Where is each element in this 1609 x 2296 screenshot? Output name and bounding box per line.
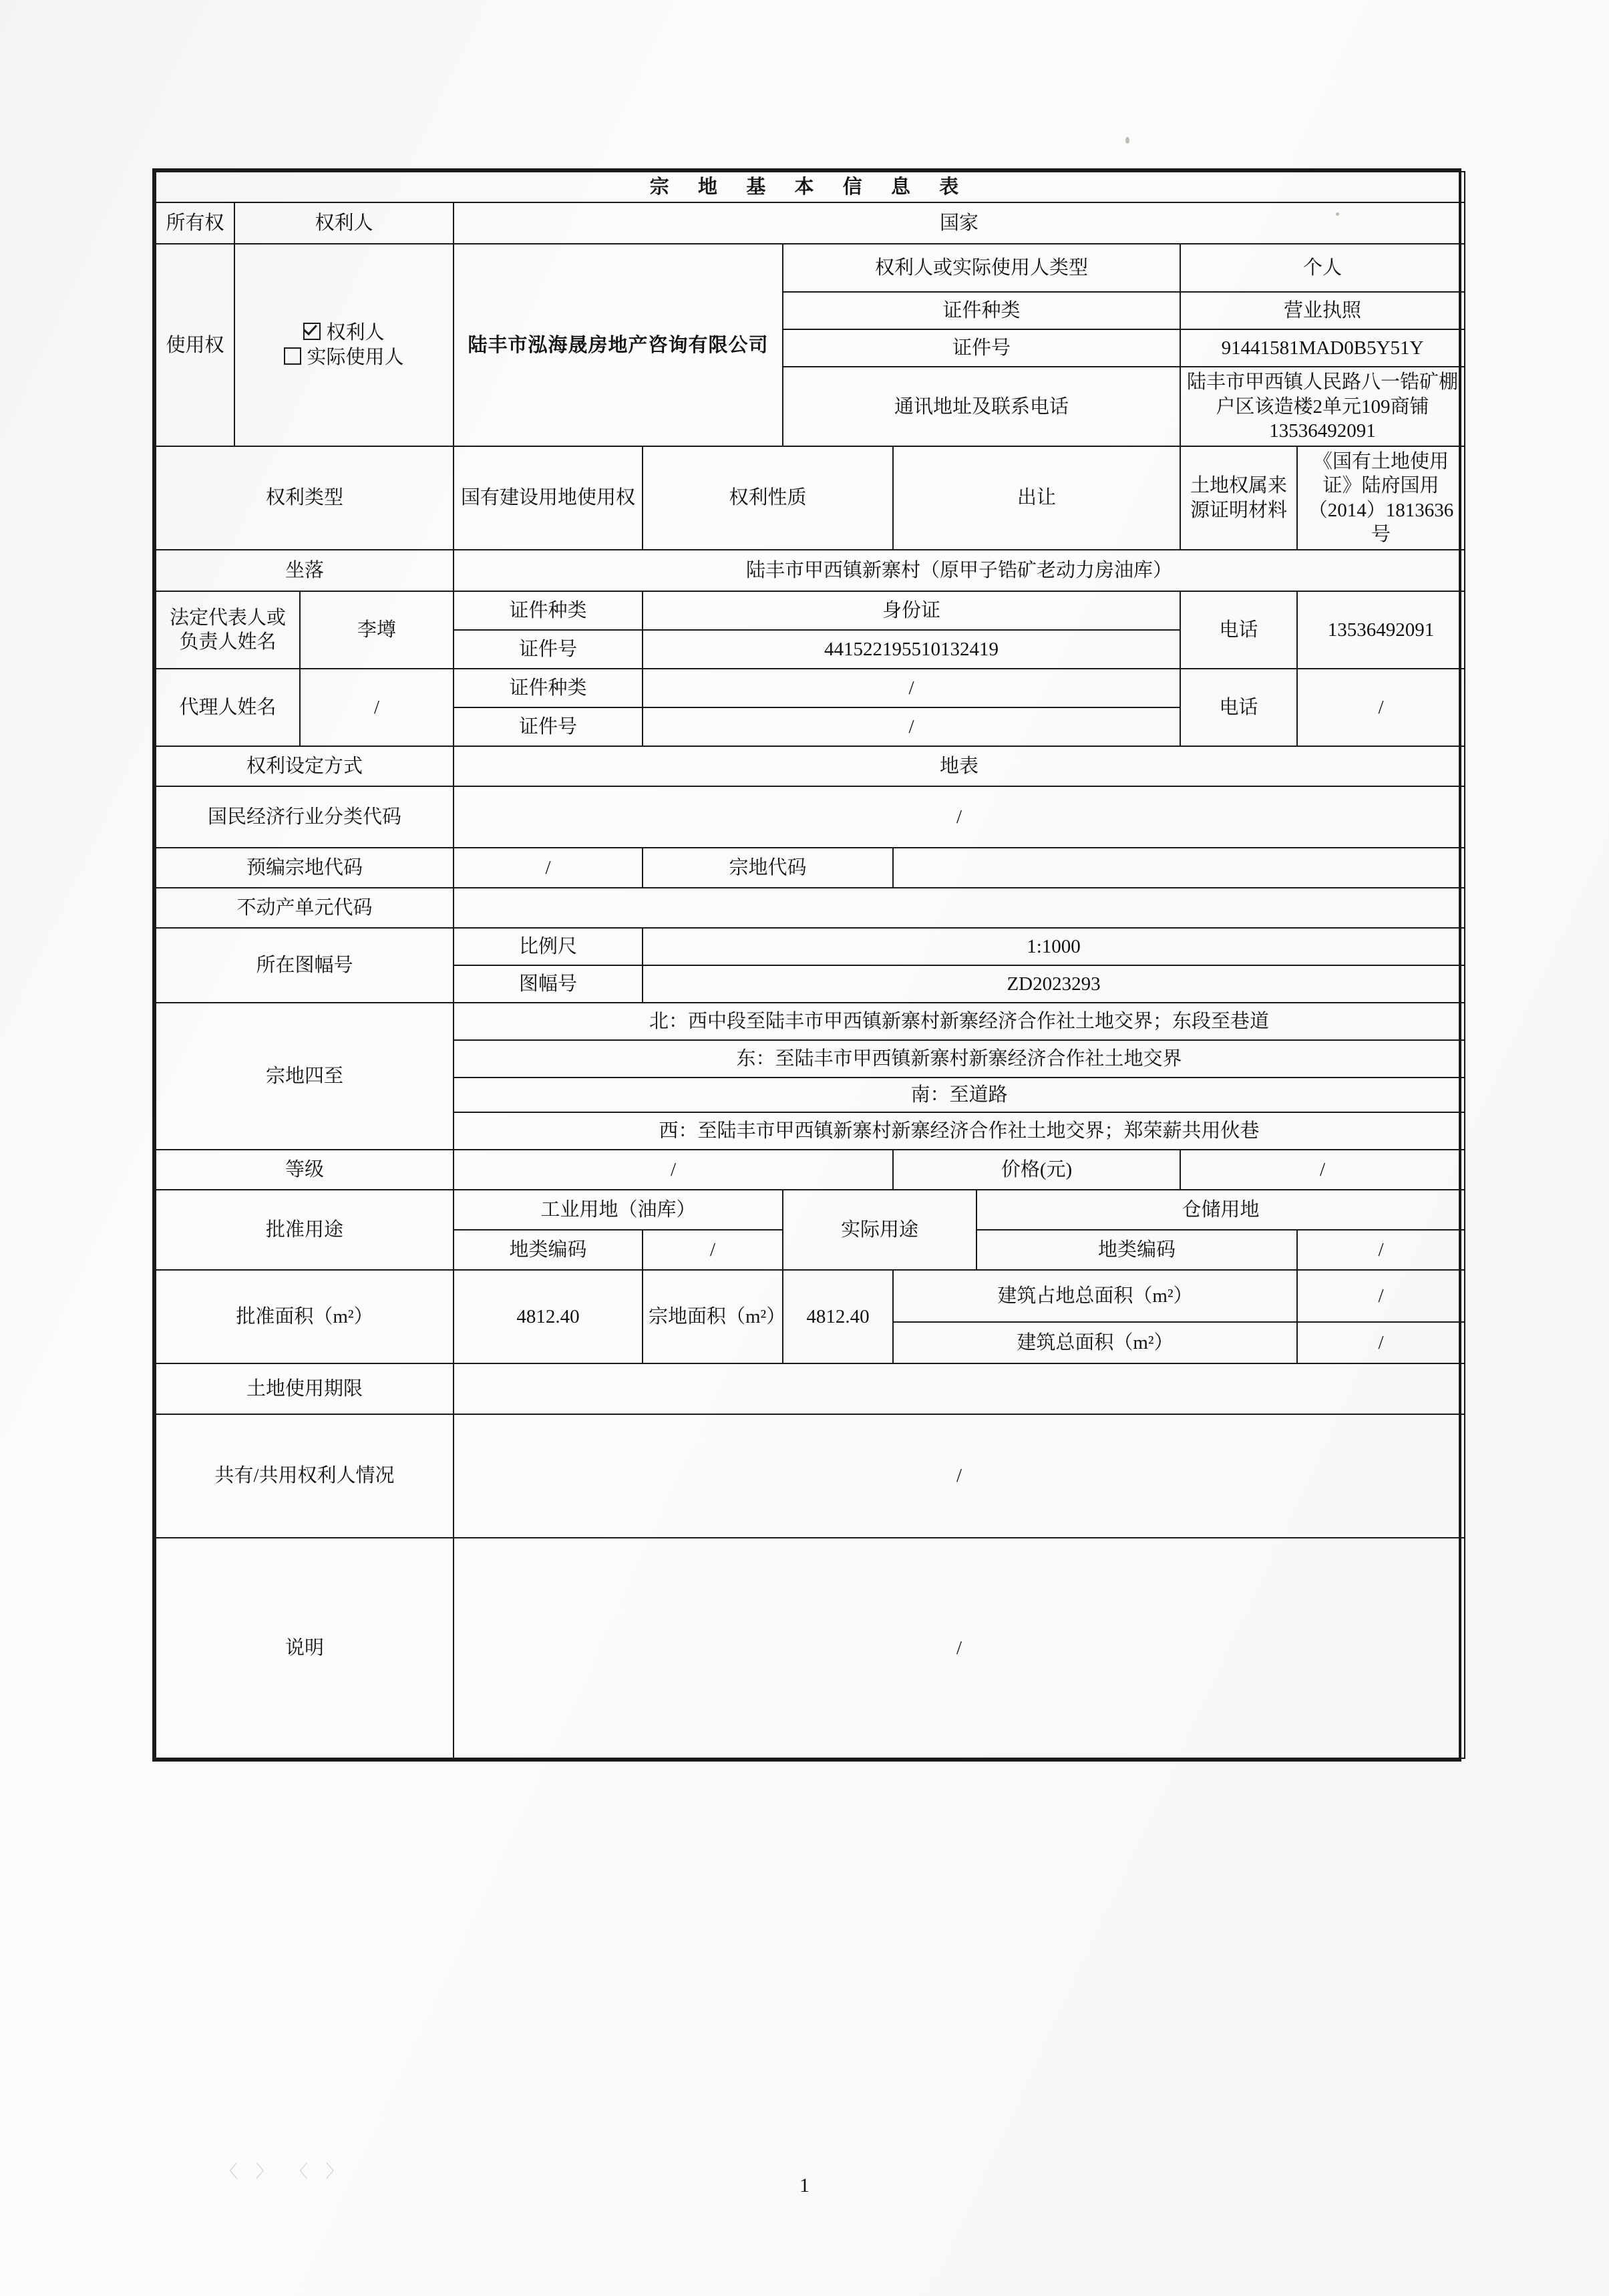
- agent-cert-type-label: 证件种类: [454, 669, 643, 707]
- contact-value: 陆丰市甲西镇人民路八一锆矿棚户区该造楼2单元109商铺 13536492091: [1180, 367, 1465, 446]
- right-nature-label: 权利性质: [643, 446, 893, 550]
- price-value: /: [1180, 1150, 1465, 1190]
- remark-label: 说明: [156, 1538, 454, 1758]
- sheet-no-label: 图幅号: [454, 965, 643, 1003]
- shared-label: 共有/共用权利人情况: [156, 1414, 454, 1538]
- faint-watermark-text: 〈 〉 〈 〉: [220, 2162, 350, 2181]
- building-total-value: /: [1297, 1322, 1465, 1363]
- boundary-west: 西：至陆丰市甲西镇新寨村新寨经济合作社土地交界；郑荣薪共用伙巷: [454, 1112, 1465, 1150]
- approved-use-value: 工业用地（油库）: [454, 1190, 783, 1230]
- land-class-code-value-1: /: [643, 1230, 783, 1270]
- right-type-label: 权利类型: [156, 446, 454, 550]
- industry-code-value: /: [454, 786, 1465, 848]
- scan-speck: [1125, 137, 1129, 144]
- industry-code-label: 国民经济行业分类代码: [156, 786, 454, 848]
- company-name: 陆丰市泓海晟房地产咨询有限公司: [454, 244, 783, 446]
- grade-value: /: [454, 1150, 893, 1190]
- checkbox-rightsholder-label: 权利人: [326, 322, 385, 344]
- actual-use-label: 实际用途: [783, 1190, 976, 1270]
- legal-cert-no-label: 证件号: [454, 630, 643, 669]
- checkbox-empty-icon[interactable]: [284, 347, 301, 365]
- cert-no-label: 证件号: [783, 329, 1180, 367]
- right-set-value: 地表: [454, 746, 1465, 786]
- land-source-value: 《国有土地使用证》陆府国用（2014）1813636号: [1297, 446, 1465, 550]
- land-source-label: 土地权属来源证明材料: [1180, 446, 1297, 550]
- right-type-value: 国有建设用地使用权: [454, 446, 643, 550]
- building-footprint-label: 建筑占地总面积（m²）: [893, 1270, 1297, 1322]
- page-number: 1: [799, 2174, 810, 2196]
- agent-cert-type-value: /: [643, 669, 1180, 707]
- scale-label: 比例尺: [454, 928, 643, 965]
- cert-no-value: 91441581MAD0B5Y51Y: [1180, 329, 1465, 367]
- legal-cert-no-value: 441522195510132419: [643, 630, 1180, 669]
- approved-use-label: 批准用途: [156, 1190, 454, 1270]
- agent-phone-value: /: [1297, 669, 1465, 746]
- rightsholder-value: 国家: [454, 202, 1465, 244]
- land-class-code-label-1: 地类编码: [454, 1230, 643, 1270]
- location-label: 坐落: [156, 550, 454, 591]
- shared-value: /: [454, 1414, 1465, 1538]
- checkbox-actual-user[interactable]: [240, 345, 448, 369]
- page-title: 宗 地 基 本 信 息 表: [156, 172, 1465, 202]
- usage-right-checkboxes[interactable]: [234, 244, 454, 446]
- map-sheet-label: 所在图幅号: [156, 928, 454, 1003]
- legal-cert-type-label: 证件种类: [454, 591, 643, 630]
- agent-cert-no-label: 证件号: [454, 707, 643, 746]
- realty-unit-code-value: [454, 888, 1465, 928]
- agent-cert-no-value: /: [643, 707, 1180, 746]
- actual-use-value: 仓储用地: [976, 1190, 1465, 1230]
- cert-type-label: 证件种类: [783, 292, 1180, 329]
- approved-area-value: 4812.40: [454, 1270, 643, 1363]
- checkbox-checked-icon[interactable]: [303, 323, 321, 340]
- location-value: 陆丰市甲西镇新寨村（原甲子锆矿老动力房油库）: [454, 550, 1465, 591]
- boundary-label: 宗地四至: [156, 1003, 454, 1150]
- agent-value: /: [300, 669, 454, 746]
- land-term-value: [454, 1363, 1465, 1414]
- right-nature-value: 出让: [893, 446, 1180, 550]
- boundary-south: 南：至道路: [454, 1078, 1465, 1112]
- parcel-info-table: [152, 168, 1461, 1762]
- checkbox-rightsholder[interactable]: [240, 321, 448, 345]
- parcel-code-value: [893, 848, 1465, 888]
- parcel-area-label: 宗地面积（m²）: [643, 1270, 783, 1363]
- rightsholder-label: 权利人: [234, 202, 454, 244]
- land-class-code-label-2: 地类编码: [976, 1230, 1297, 1270]
- right-set-label: 权利设定方式: [156, 746, 454, 786]
- agent-phone-label: 电话: [1180, 669, 1297, 746]
- legal-phone-value: 13536492091: [1297, 591, 1465, 669]
- approved-area-label: 批准面积（m²）: [156, 1270, 454, 1363]
- building-footprint-value: /: [1297, 1270, 1465, 1322]
- holder-type-label: 权利人或实际使用人类型: [783, 244, 1180, 292]
- contact-label: 通讯地址及联系电话: [783, 367, 1180, 446]
- parcel-code-label: 宗地代码: [643, 848, 893, 888]
- price-label: 价格(元): [893, 1150, 1180, 1190]
- legal-rep-value: 李墫: [300, 591, 454, 669]
- grade-label: 等级: [156, 1150, 454, 1190]
- land-term-label: 土地使用期限: [156, 1363, 454, 1414]
- holder-type-value: 个人: [1180, 244, 1465, 292]
- pre-parcel-code-label: 预编宗地代码: [156, 848, 454, 888]
- usage-right-label: 使用权: [156, 244, 234, 446]
- remark-value: /: [454, 1538, 1465, 1758]
- ownership-label: 所有权: [156, 202, 234, 244]
- building-total-label: 建筑总面积（m²）: [893, 1322, 1297, 1363]
- realty-unit-code-label: 不动产单元代码: [156, 888, 454, 928]
- legal-cert-type-value: 身份证: [643, 591, 1180, 630]
- pre-parcel-code-value: /: [454, 848, 643, 888]
- scale-value: 1:1000: [643, 928, 1465, 965]
- legal-rep-label: 法定代表人或负责人姓名: [156, 591, 300, 669]
- parcel-area-value: 4812.40: [783, 1270, 893, 1363]
- boundary-north: 北：西中段至陆丰市甲西镇新寨村新寨经济合作社土地交界；东段至巷道: [454, 1003, 1465, 1040]
- legal-phone-label: 电话: [1180, 591, 1297, 669]
- cert-type-value: 营业执照: [1180, 292, 1465, 329]
- boundary-east: 东：至陆丰市甲西镇新寨村新寨经济合作社土地交界: [454, 1040, 1465, 1078]
- agent-label: 代理人姓名: [156, 669, 300, 746]
- sheet-no-value: ZD2023293: [643, 965, 1465, 1003]
- checkbox-actual-user-label: 实际使用人: [307, 346, 404, 368]
- land-class-code-value-2: /: [1297, 1230, 1465, 1270]
